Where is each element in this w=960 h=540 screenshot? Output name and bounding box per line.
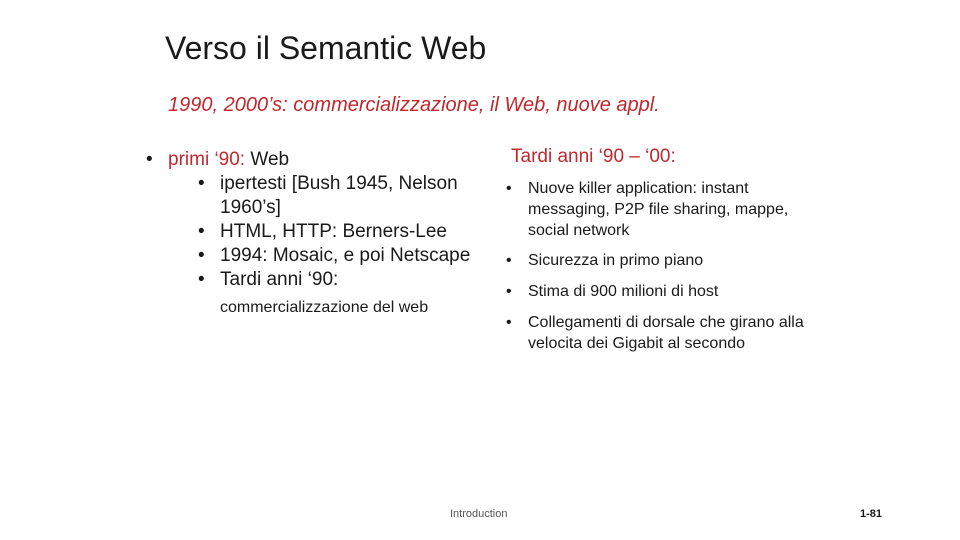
footer-section-label: Introduction bbox=[450, 508, 508, 520]
right-heading: Tardi anni ‘90 – ‘00: bbox=[511, 146, 676, 167]
left-subitem-text: Tardi anni ‘90: bbox=[220, 269, 339, 290]
left-head-red: primi ‘90: bbox=[168, 149, 246, 170]
right-item-text: Sicurezza in primo piano bbox=[528, 252, 704, 269]
bullet-glyph: • bbox=[198, 221, 205, 242]
right-item-text: Nuove killer application: instant messaging, P2P file sharing, mappe, social network bbox=[528, 180, 789, 239]
right-item-text: Stima di 900 milioni di host bbox=[528, 283, 719, 300]
right-item-3 bbox=[500, 281, 820, 303]
left-top-bullet bbox=[146, 148, 506, 172]
right-item-2 bbox=[500, 250, 820, 272]
right-item-1 bbox=[500, 178, 820, 241]
bullet-glyph: • bbox=[506, 180, 512, 197]
left-subitem-2 bbox=[198, 220, 506, 244]
bullet-glyph: • bbox=[146, 149, 153, 170]
left-subitem-text: ipertesti [Bush 1945, Nelson 1960’s] bbox=[220, 173, 458, 218]
left-subitem-1 bbox=[198, 172, 506, 220]
right-column bbox=[500, 146, 820, 363]
bullet-glyph: • bbox=[506, 283, 512, 300]
slide-title: Verso il Semantic Web bbox=[165, 30, 487, 66]
slide-subtitle: 1990, 2000’s: commercializzazione, il Web, nuove appl. bbox=[168, 94, 660, 116]
left-subitem-4 bbox=[198, 268, 506, 320]
left-head-text: Web bbox=[245, 149, 290, 170]
left-subitem-text: HTML, HTTP: Berners-Lee bbox=[220, 221, 447, 242]
bullet-glyph: • bbox=[198, 173, 205, 194]
bullet-glyph: • bbox=[506, 252, 512, 269]
left-subitem-3 bbox=[198, 244, 506, 268]
left-subitem-text: 1994: Mosaic, e poi Netscape bbox=[220, 245, 471, 266]
bullet-glyph: • bbox=[198, 245, 205, 266]
left-subitem-extra: commercializzazione del web bbox=[220, 299, 429, 316]
bullet-glyph: • bbox=[506, 314, 512, 331]
page-number: 1-81 bbox=[860, 508, 883, 520]
left-column bbox=[146, 148, 506, 320]
bullet-glyph: • bbox=[198, 269, 205, 290]
right-item-4 bbox=[500, 312, 820, 354]
right-item-text: Collegamenti di dorsale che girano alla velocita dei Gigabit al secondo bbox=[528, 314, 804, 352]
